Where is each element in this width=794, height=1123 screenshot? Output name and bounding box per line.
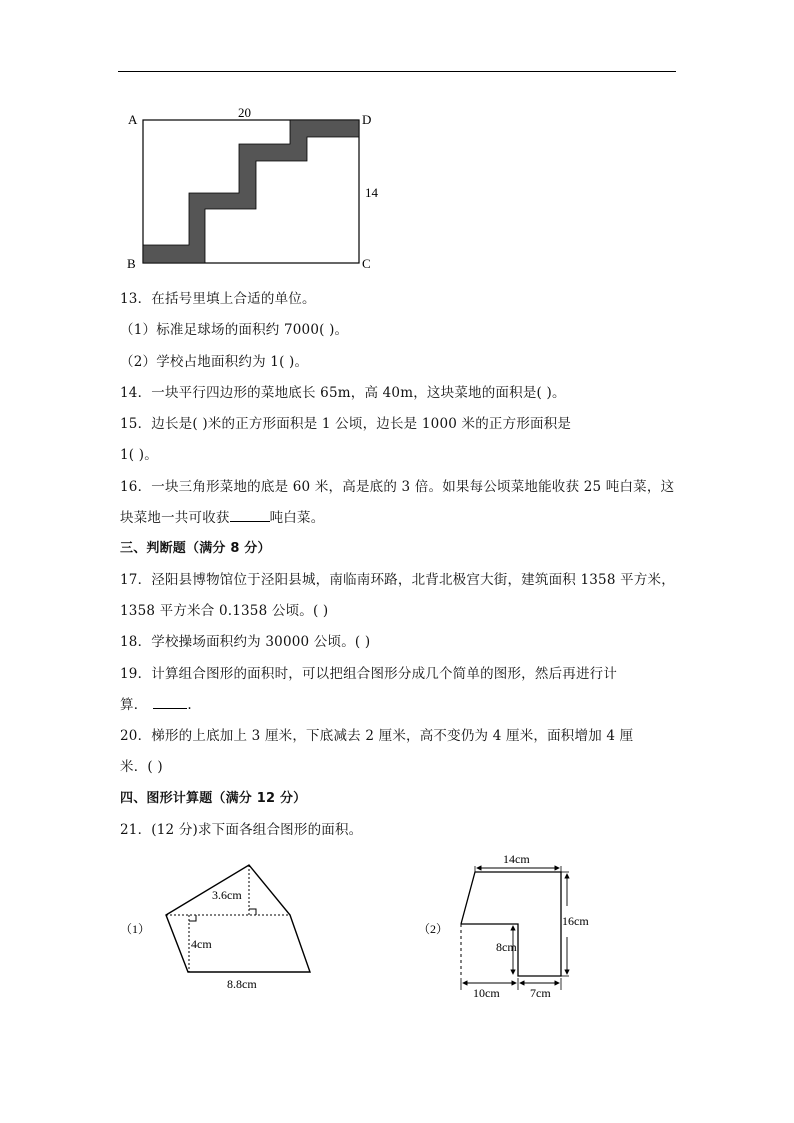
label-d: D bbox=[362, 112, 372, 127]
section3-title: 三、判断题（满分 8 分） bbox=[120, 541, 271, 556]
side-length-label: 14 bbox=[365, 185, 378, 200]
q13-stem: 13．在括号里填上合适的单位。 bbox=[120, 291, 316, 307]
right-angle-mark-1 bbox=[249, 909, 256, 915]
q19-text-before: 算． bbox=[120, 697, 148, 713]
composite-figure-2 bbox=[410, 845, 610, 1005]
q13-part1: （1）标准足球场的面积约 7000( )。 bbox=[120, 322, 349, 338]
fig1-triangle-height-label: 3.6cm bbox=[212, 888, 242, 902]
fig2-right-label: 16cm bbox=[562, 914, 589, 928]
fig1-trapezoid-height-label: 4cm bbox=[191, 937, 212, 951]
q15-line1: 15．边长是( )米的正方形面积是 1 公顷，边长是 1000 米的正方形面积是 bbox=[120, 416, 572, 432]
q20-line1: 20．梯形的上底加上 3 厘米，下底减去 2 厘米，高不变仍为 4 厘米，面积增加 4 厘 bbox=[120, 728, 634, 744]
q14: 14．一块平行四边形的菜地底长 65m，高 40m，这块菜地的面积是( )。 bbox=[120, 385, 566, 401]
q20-line2: 米．( ) bbox=[120, 759, 163, 775]
label-c: C bbox=[362, 256, 371, 271]
fig2-top-label: 14cm bbox=[503, 852, 530, 866]
q17-line2: 1358 平方米合 0.1358 公顷。( ) bbox=[120, 603, 329, 619]
fig1-base-label: 8.8cm bbox=[227, 977, 257, 991]
fig1-label: （1） bbox=[120, 922, 151, 936]
fig2-outline bbox=[461, 872, 561, 976]
fig2-inner-label: 8cm bbox=[496, 940, 517, 954]
q19-text-after: . bbox=[187, 697, 192, 713]
q16-line2 bbox=[120, 509, 324, 527]
q13-part2: （2）学校占地面积约为 1( )。 bbox=[120, 354, 309, 370]
section4-title: 四、图形计算题（满分 12 分） bbox=[120, 791, 307, 806]
composite-figure-1 bbox=[115, 855, 325, 1000]
top-length-label: 20 bbox=[238, 105, 251, 120]
label-a: A bbox=[128, 112, 138, 127]
fig2-bottom-left-label: 10cm bbox=[473, 986, 500, 1000]
q19-answer-blank[interactable] bbox=[153, 696, 187, 709]
fig1-outline bbox=[166, 865, 310, 972]
q16-answer-blank[interactable] bbox=[230, 509, 270, 522]
q21-stem: 21．(12 分)求下面各组合图形的面积。 bbox=[120, 822, 363, 838]
q19-line1: 19．计算组合图形的面积时，可以把组合图形分成几个简单的图形，然后再进行计 bbox=[120, 666, 618, 682]
shaded-staircase-path bbox=[143, 120, 359, 263]
q16-line1: 16．一块三角形菜地的底是 60 米，高是底的 3 倍。如果每公顷菜地能收获 25 吨白菜，这 bbox=[120, 479, 675, 495]
fig2-bottom-right-label: 7cm bbox=[530, 986, 551, 1000]
label-b: B bbox=[127, 256, 136, 271]
fig2-label: （2） bbox=[418, 922, 449, 936]
q18: 18．学校操场面积约为 30000 公顷。( ) bbox=[120, 634, 371, 650]
q16-text-before: 块菜地一共可收获 bbox=[120, 510, 230, 526]
header-rule bbox=[118, 71, 676, 72]
staircase-figure bbox=[110, 100, 400, 275]
q16-text-after: 吨白菜。 bbox=[269, 510, 325, 526]
right-angle-mark-2 bbox=[189, 915, 196, 921]
q17-line1: 17．泾阳县博物馆位于泾阳县城，南临南环路，北背北极宫大街，建筑面积 1358 平方米， bbox=[120, 572, 675, 588]
q15-line2: 1( )。 bbox=[120, 447, 158, 463]
q19-line2 bbox=[120, 696, 192, 714]
